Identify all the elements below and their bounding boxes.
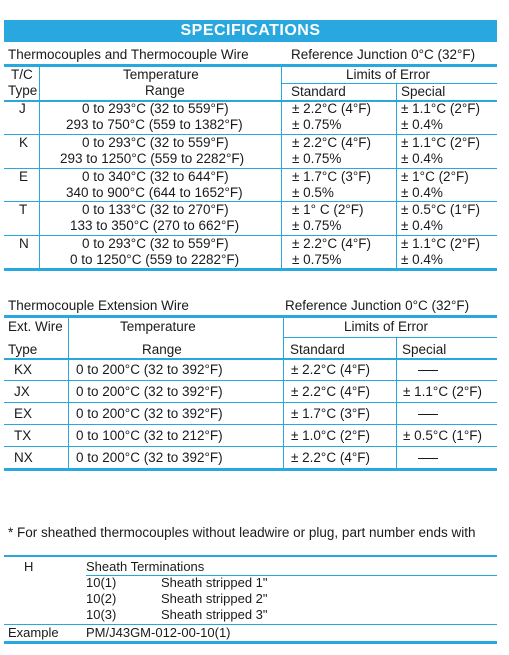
tc-row-range-1: 0 to 293°C (32 to 559°F) bbox=[82, 101, 229, 116]
tc-row-standard-1: ± 2.2°C (4°F) bbox=[292, 101, 371, 116]
ext-section-title: Thermocouple Extension Wire bbox=[8, 298, 189, 313]
tc-vline-2 bbox=[281, 66, 282, 268]
ext-row-standard: ± 1.0°C (2°F) bbox=[291, 428, 370, 443]
sheath-code: H bbox=[24, 559, 34, 574]
ext-row-standard: ± 2.2°C (4°F) bbox=[291, 362, 370, 377]
tc-row-special-1: ± 1.1°C (2°F) bbox=[401, 135, 480, 150]
ext-row-range: 0 to 100°C (32 to 212°F) bbox=[76, 428, 223, 443]
tc-bottom-rule bbox=[4, 268, 497, 271]
tc-row-special-1: ± 1°C (2°F) bbox=[401, 169, 469, 184]
ext-row-standard: ± 2.2°C (4°F) bbox=[291, 384, 370, 399]
ext-row-special: ± 0.5°C (1°F) bbox=[403, 428, 482, 443]
ext-hdr-limits: Limits of Error bbox=[344, 319, 429, 334]
ext-row-divider bbox=[4, 380, 497, 381]
tc-row-special-2: ± 0.4% bbox=[401, 117, 443, 132]
sheath-option-code: 10(3) bbox=[86, 607, 117, 622]
ext-row-standard: ± 1.7°C (3°F) bbox=[291, 406, 370, 421]
ext-row-divider bbox=[4, 446, 497, 447]
ext-row-type: TX bbox=[14, 428, 32, 443]
tc-row-standard-2: ± 0.5% bbox=[292, 185, 334, 200]
tc-row-special-2: ± 0.4% bbox=[401, 185, 443, 200]
ext-row-range: 0 to 200°C (32 to 392°F) bbox=[76, 384, 223, 399]
tc-section-title: Thermocouples and Thermocouple Wire bbox=[8, 47, 249, 62]
ext-row-type: EX bbox=[14, 406, 33, 421]
ext-row-range: 0 to 200°C (32 to 392°F) bbox=[76, 450, 223, 465]
sheath-option-desc: Sheath stripped 3" bbox=[161, 607, 268, 622]
ext-row-type: NX bbox=[14, 450, 33, 465]
ext-row-special-none-dash bbox=[418, 414, 438, 415]
tc-row-range-2: 0 to 1250°C (559 to 2282°F) bbox=[70, 252, 240, 267]
tc-row-range-1: 0 to 340°C (32 to 644°F) bbox=[82, 169, 229, 184]
sheath-title-rule bbox=[86, 575, 497, 576]
ext-bottom-rule bbox=[4, 468, 497, 471]
ext-hdr-type-1: Ext. Wire bbox=[8, 319, 63, 334]
ext-hdr-special: Special bbox=[402, 342, 447, 357]
tc-row-standard-1: ± 2.2°C (4°F) bbox=[292, 236, 371, 251]
tc-row-type: T bbox=[19, 202, 28, 217]
tc-row-type: N bbox=[19, 236, 29, 251]
sheath-option-desc: Sheath stripped 1" bbox=[161, 575, 268, 590]
ext-row-special-none-dash bbox=[418, 458, 438, 459]
tc-row-range-1: 0 to 133°C (32 to 270°F) bbox=[82, 202, 229, 217]
ext-ref-junction: Reference Junction 0°C (32°F) bbox=[285, 298, 470, 313]
tc-row-special-1: ± 0.5°C (1°F) bbox=[401, 202, 480, 217]
tc-row-range-1: 0 to 293°C (32 to 559°F) bbox=[82, 135, 229, 150]
tc-row-standard-1: ± 2.2°C (4°F) bbox=[292, 135, 371, 150]
tc-row-standard-2: ± 0.75% bbox=[292, 151, 342, 166]
tc-row-range-1: 0 to 293°C (32 to 559°F) bbox=[82, 236, 229, 251]
sheath-example-rule bbox=[4, 624, 497, 625]
tc-hdr-temp-1: Temperature bbox=[123, 67, 199, 82]
ext-row-type: JX bbox=[14, 384, 30, 399]
tc-row-range-2: 133 to 350°C (270 to 662°F) bbox=[70, 218, 240, 233]
tc-row-standard-1: ± 1.7°C (3°F) bbox=[292, 169, 371, 184]
tc-row-range-2: 293 to 750°C (559 to 1382°F) bbox=[66, 117, 243, 132]
ext-hdr-temp-2: Range bbox=[142, 342, 182, 357]
tc-row-standard-2: ± 0.75% bbox=[292, 117, 342, 132]
ext-row-divider bbox=[4, 424, 497, 425]
ext-row-range: 0 to 200°C (32 to 392°F) bbox=[76, 362, 223, 377]
ext-hdr-standard: Standard bbox=[290, 342, 345, 357]
tc-row-special-2: ± 0.4% bbox=[401, 151, 443, 166]
tc-hdr-temp-2: Range bbox=[145, 83, 185, 98]
ext-hdr-type-2: Type bbox=[8, 342, 38, 357]
tc-row-special-1: ± 1.1°C (2°F) bbox=[401, 101, 480, 116]
tc-hdr-standard: Standard bbox=[291, 84, 346, 99]
ext-top-rule bbox=[4, 315, 497, 318]
ext-row-range: 0 to 200°C (32 to 392°F) bbox=[76, 406, 223, 421]
tc-row-range-2: 340 to 900°C (644 to 1652°F) bbox=[66, 185, 243, 200]
tc-row-type: E bbox=[19, 169, 29, 184]
sheath-bottom-rule bbox=[4, 641, 497, 644]
sheath-top-rule bbox=[4, 555, 497, 557]
sheathed-note: * For sheathed thermocouples without leadwire or plug, part number ends with bbox=[8, 525, 476, 540]
tc-row-type: K bbox=[19, 135, 29, 150]
example-label: Example bbox=[8, 625, 59, 640]
sheath-option-code: 10(1) bbox=[86, 575, 117, 590]
tc-row-standard-1: ± 1° C (2°F) bbox=[292, 202, 364, 217]
ext-row-divider bbox=[4, 402, 497, 403]
tc-vline-3 bbox=[396, 84, 397, 268]
ext-row-standard: ± 2.2°C (4°F) bbox=[291, 450, 370, 465]
tc-hdr-limits: Limits of Error bbox=[346, 67, 431, 82]
tc-hdr-type-1: T/C bbox=[11, 67, 33, 82]
tc-row-type: J bbox=[19, 101, 26, 116]
tc-row-standard-2: ± 0.75% bbox=[292, 252, 342, 267]
ext-row-type: KX bbox=[14, 362, 33, 377]
sheath-option-desc: Sheath stripped 2" bbox=[161, 591, 268, 606]
tc-row-special-1: ± 1.1°C (2°F) bbox=[401, 236, 480, 251]
ext-header-rule bbox=[4, 358, 497, 360]
sheath-option-code: 10(2) bbox=[86, 591, 117, 606]
ext-row-special: ± 1.1°C (2°F) bbox=[403, 384, 482, 399]
tc-hdr-special: Special bbox=[401, 84, 446, 99]
tc-hdr-type-2: Type bbox=[8, 83, 38, 98]
specifications-banner: SPECIFICATIONS bbox=[4, 20, 497, 42]
sheath-title: Sheath Terminations bbox=[86, 559, 205, 574]
example-part-number: PM/J43GM-012-00-10(1) bbox=[86, 625, 231, 640]
tc-row-special-2: ± 0.4% bbox=[401, 218, 443, 233]
tc-row-standard-2: ± 0.75% bbox=[292, 218, 342, 233]
tc-vline-1 bbox=[39, 66, 40, 268]
tc-row-special-2: ± 0.4% bbox=[401, 252, 443, 267]
ext-limits-rule bbox=[283, 337, 497, 338]
tc-ref-junction: Reference Junction 0°C (32°F) bbox=[291, 47, 476, 62]
tc-row-range-2: 293 to 1250°C (559 to 2282°F) bbox=[60, 151, 245, 166]
ext-row-special-none-dash bbox=[418, 370, 438, 371]
ext-hdr-temp-1: Temperature bbox=[120, 319, 196, 334]
ext-vline-3 bbox=[396, 338, 397, 468]
